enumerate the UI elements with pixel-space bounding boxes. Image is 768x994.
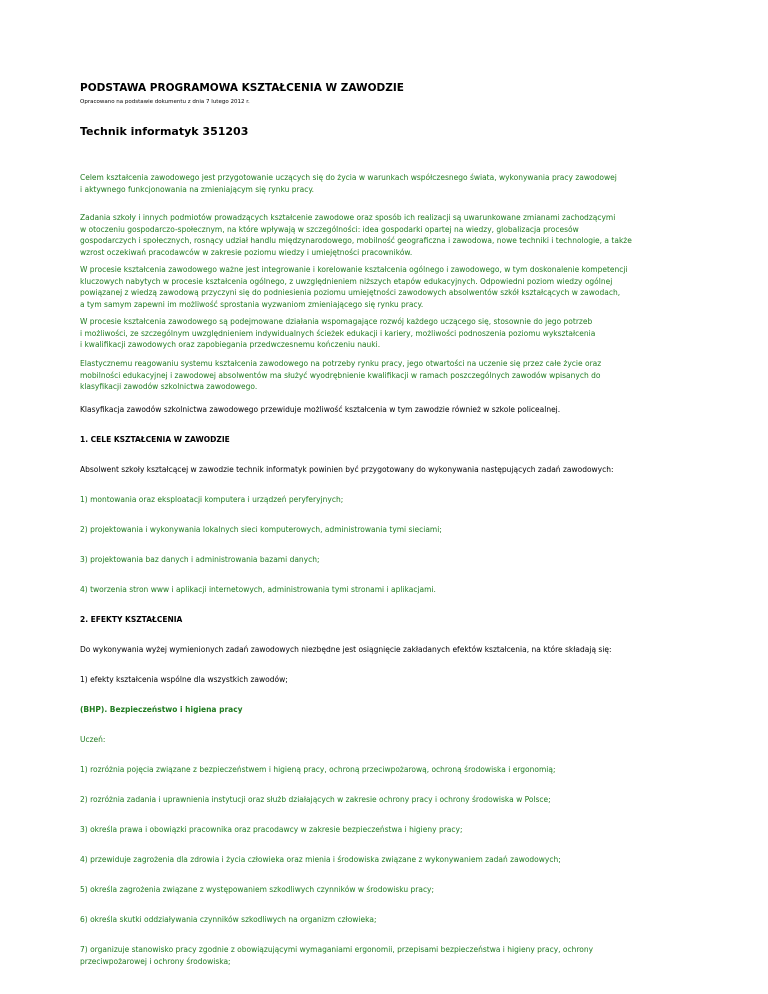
document-title: PODSTAWA PROGRAMOWA KSZTAŁCENIA W ZAWODZIE [80, 82, 404, 94]
intro-paragraph-1: Celem kształcenia zawodowego jest przygotowanie uczących się do życia w warunkach współczesnego świata, wykonywania pracy zawodowej i aktywnego funkcjonowania na zmieniającym się rynku pracy. [80, 173, 617, 194]
goals-heading: 1. CELE KSZTAŁCENIA W ZAWODZIE [80, 435, 230, 444]
intro-paragraph-4: W procesie kształcenia zawodowego są podejmowane działania wspomagające rozwój każdego uczącego się, stosownie do jego potrzeb i możliwości, ze szczególnym uwzględnieniem indywidualnych ścieżek edukacji i kariery, możliwości podnoszenia poziomu wykształcenia i kwalifikacji zawodowych oraz zapobiegania przedwczesnemu kończeniu nauki. [80, 317, 596, 349]
goals-item-4: 4) tworzenia stron www i aplikacji internetowych, administrowania tymi stronami i aplikacjami. [80, 585, 436, 594]
bhp-heading: (BHP). Bezpieczeństwo i higiena pracy [80, 705, 243, 714]
effects-item-1: 1) efekty kształcenia wspólne dla wszystkich zawodów; [80, 675, 288, 684]
intro-paragraph-2: Zadania szkoły i innych podmiotów prowadzących kształcenie zawodowe oraz sposób ich realizacji są uwarunkowane zmianami zachodzącymi w otoczeniu gospodarczo-społecznym, na które wpływają w szczególności: idea gospodarki opartej na wiedzy, globalizacja procesów gospodarczych i społecznych, rosnący udział handlu międzynarodowego, mobilność geograficzna i zawodowa, nowe techniki i technologie, a także wzrost oczekiwań pracodawców w zakresie poziomu wiedzy i umiejętności pracowników. [80, 213, 632, 257]
goals-item-1: 1) montowania oraz eksploatacji komputera i urządzeń peryferyjnych; [80, 495, 344, 504]
bhp-item-5: 5) określa zagrożenia związane z występowaniem szkodliwych czynników w środowisku pracy; [80, 885, 435, 894]
effects-heading: 2. EFEKTY KSZTAŁCENIA [80, 615, 183, 624]
goals-item-2: 2) projektowania i wykonywania lokalnych sieci komputerowych, administrowania tymi sieciami; [80, 525, 442, 534]
bhp-lead: Uczeń: [80, 735, 106, 744]
bhp-item-1: 1) rozróżnia pojęcia związane z bezpieczeństwem i higieną pracy, ochroną przeciwpożarową, ochroną środowiska i ergonomią; [80, 765, 556, 774]
effects-lead: Do wykonywania wyżej wymienionych zadań zawodowych niezbędne jest osiągnięcie zakładanych efektów kształcenia, na które składają się: [80, 645, 612, 654]
document-page [80, 82, 710, 966]
bhp-item-4: 4) przewiduje zagrożenia dla zdrowia i życia człowieka oraz mienia i środowiska związane z wykonywaniem zadań zawodowych; [80, 855, 561, 864]
bhp-item-6: 6) określa skutki oddziaływania czynników szkodliwych na organizm człowieka; [80, 915, 377, 924]
goals-lead: Absolwent szkoły kształcącej w zawodzie technik informatyk powinien być przygotowany do wykonywania następujących zadań zawodowych: [80, 465, 614, 474]
bhp-item-7: 7) organizuje stanowisko pracy zgodnie z obowiązującymi wymaganiami ergonomii, przepisami bezpieczeństwa i higieny pracy, ochrony przeciwpożarowej i ochrony środowiska; [80, 945, 594, 966]
intro-paragraph-6: Klasyfikacja zawodów szkolnictwa zawodowego przewiduje możliwość kształcenia w tym zawodzie również w szkole policealnej. [80, 405, 561, 414]
goals-item-3: 3) projektowania baz danych i administrowania bazami danych; [80, 555, 320, 564]
profession-title: Technik informatyk 351203 [80, 125, 249, 138]
bhp-item-2: 2) rozróżnia zadania i uprawnienia instytucji oraz służb działających w zakresie ochrony pracy i ochrony środowiska w Polsce; [80, 795, 551, 804]
intro-paragraph-3: W procesie kształcenia zawodowego ważne jest integrowanie i korelowanie kształcenia ogólnego i zawodowego, w tym doskonalenie kompetencji kluczowych nabytych w procesie kształcenia ogólnego, z uwzględnieniem niższych etapów edukacyjnych. Odpowiedni poziom wiedzy ogólnej powiązanej z wiedzą zawodową przyczyni się do podniesienia poziomu umiejętności zawodowych absolwentów szkół kształcących w zawodach, a tym samym zapewni im możliwość sprostania wyzwaniom zmieniającego się rynku pracy. [80, 265, 628, 309]
bhp-item-3: 3) określa prawa i obowiązki pracownika oraz pracodawcy w zakresie bezpieczeństwa i higieny pracy; [80, 825, 463, 834]
intro-paragraph-5: Elastycznemu reagowaniu systemu kształcenia zawodowego na potrzeby rynku pracy, jego otwartości na uczenie się przez całe życie oraz mobilności edukacyjnej i zawodowej absolwentów ma służyć wyodrębnienie kwalifikacji w ramach poszczególnych zawodów wpisanych do klasyfikacji zawodów szkolnictwa zawodowego. [80, 359, 602, 391]
document-subtitle: Opracowano na podstawie dokumentu z dnia 7 lutego 2012 r. [80, 99, 250, 105]
